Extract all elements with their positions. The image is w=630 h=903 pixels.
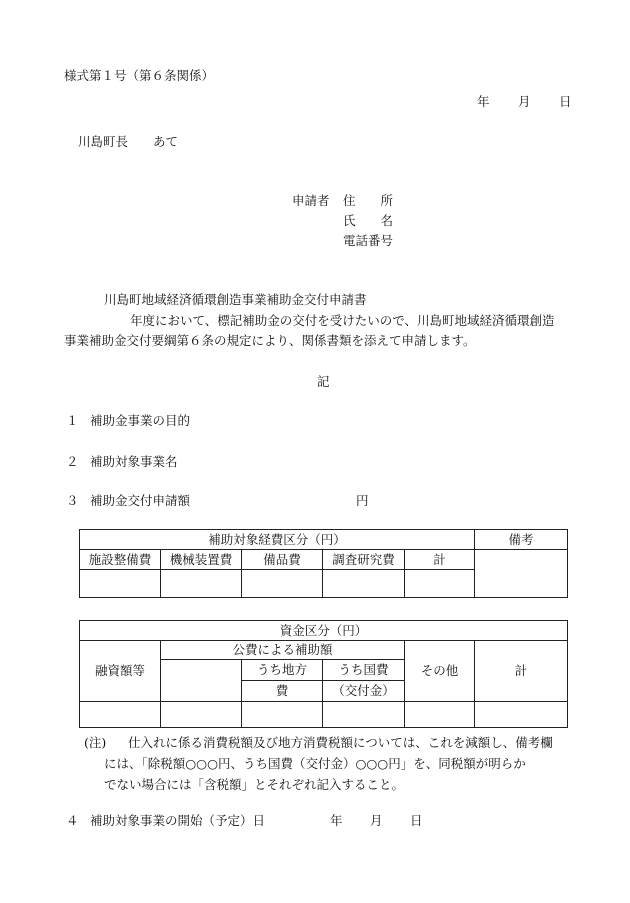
item1-label: 補助金事業の目的 [90,413,191,428]
item4-number: ４ [66,813,79,828]
applicant-phone: 電話番号 [343,233,394,248]
item3-number: ３ [66,493,79,508]
research-value-cell[interactable] [323,570,405,598]
expense-table [79,529,568,598]
national-header-line-2: （交付金） [323,681,405,702]
note-line-1: 仕入れに係る消費税額及び地方消費税額については、これを減額し、備考欄 [128,735,553,750]
col-facility: 施設整備費 [80,550,161,570]
local-header-line-2: 費 [242,681,323,702]
national-header-line-1: うち国費 [323,660,405,681]
item3-unit: 円 [356,493,369,508]
total-funding-value-cell[interactable] [475,702,568,728]
machinery-value-cell[interactable] [161,570,242,598]
item4-label: 補助対象事業の開始（予定）日 [90,813,266,828]
col-equipment: 備品費 [242,550,323,570]
applicant-label: 申請者 [292,193,330,208]
expense-table-header: 補助対象経費区分（円） [80,530,475,550]
note-line-2: には、「除税額○○○円、うち国費（交付金）○○○円」を、同税額が明らか [104,756,526,771]
document-title: 川島町地域経済循環創造事業補助金交付申請書 [104,292,367,307]
note-label: (注) [84,735,107,750]
col-total: 計 [405,550,475,570]
ki-heading: 記 [317,374,330,389]
body-line-1: 年度において、標記補助金の交付を受けたいので、川島町地域経済循環創造 [130,313,555,328]
col-machinery: 機械装置費 [161,550,242,570]
col-research: 調査研究費 [323,550,405,570]
facility-value-cell[interactable] [80,570,161,598]
funding-table-header: 資金区分（円） [80,621,568,641]
date-month: 月 [518,94,531,109]
public-value-cell[interactable] [161,702,242,728]
local-header-line-1: うち地方 [242,660,323,681]
public-subsidy-sub-blank [161,660,242,702]
financing-header: 融資額等 [80,641,161,702]
note-line-3: でない場合には「含税額」とそれぞれ記入すること。 [104,777,405,792]
public-subsidy-header: 公費による補助額 [161,641,405,660]
national-value-cell[interactable] [323,702,405,728]
remarks-header: 備考 [475,530,568,550]
remarks-cell[interactable] [475,550,568,598]
addressee: 川島町長 あて [78,134,179,149]
date-year: 年 [477,94,490,109]
item4-month: 月 [370,813,383,828]
item4-year: 年 [330,813,343,828]
other-value-cell[interactable] [405,702,475,728]
financing-value-cell[interactable] [80,702,161,728]
total-header: 計 [475,641,568,702]
item3-label: 補助金交付申請額 [90,493,191,508]
funding-table [79,620,568,728]
other-header: その他 [405,641,475,702]
applicant-name: 氏 名 [343,213,394,228]
equipment-value-cell[interactable] [242,570,323,598]
item2-number: ２ [66,454,79,469]
body-line-2: 事業補助金交付要綱第６条の規定により、関係書類を添えて申請します。 [64,333,476,348]
item2-label: 補助対象事業名 [90,454,178,469]
date-day: 日 [559,94,572,109]
local-value-cell[interactable] [242,702,323,728]
item1-number: １ [66,413,79,428]
item4-day: 日 [410,813,423,828]
total-value-cell[interactable] [405,570,475,598]
applicant-address: 住 所 [343,193,394,208]
form-label: 様式第１号（第６条関係） [64,68,215,83]
